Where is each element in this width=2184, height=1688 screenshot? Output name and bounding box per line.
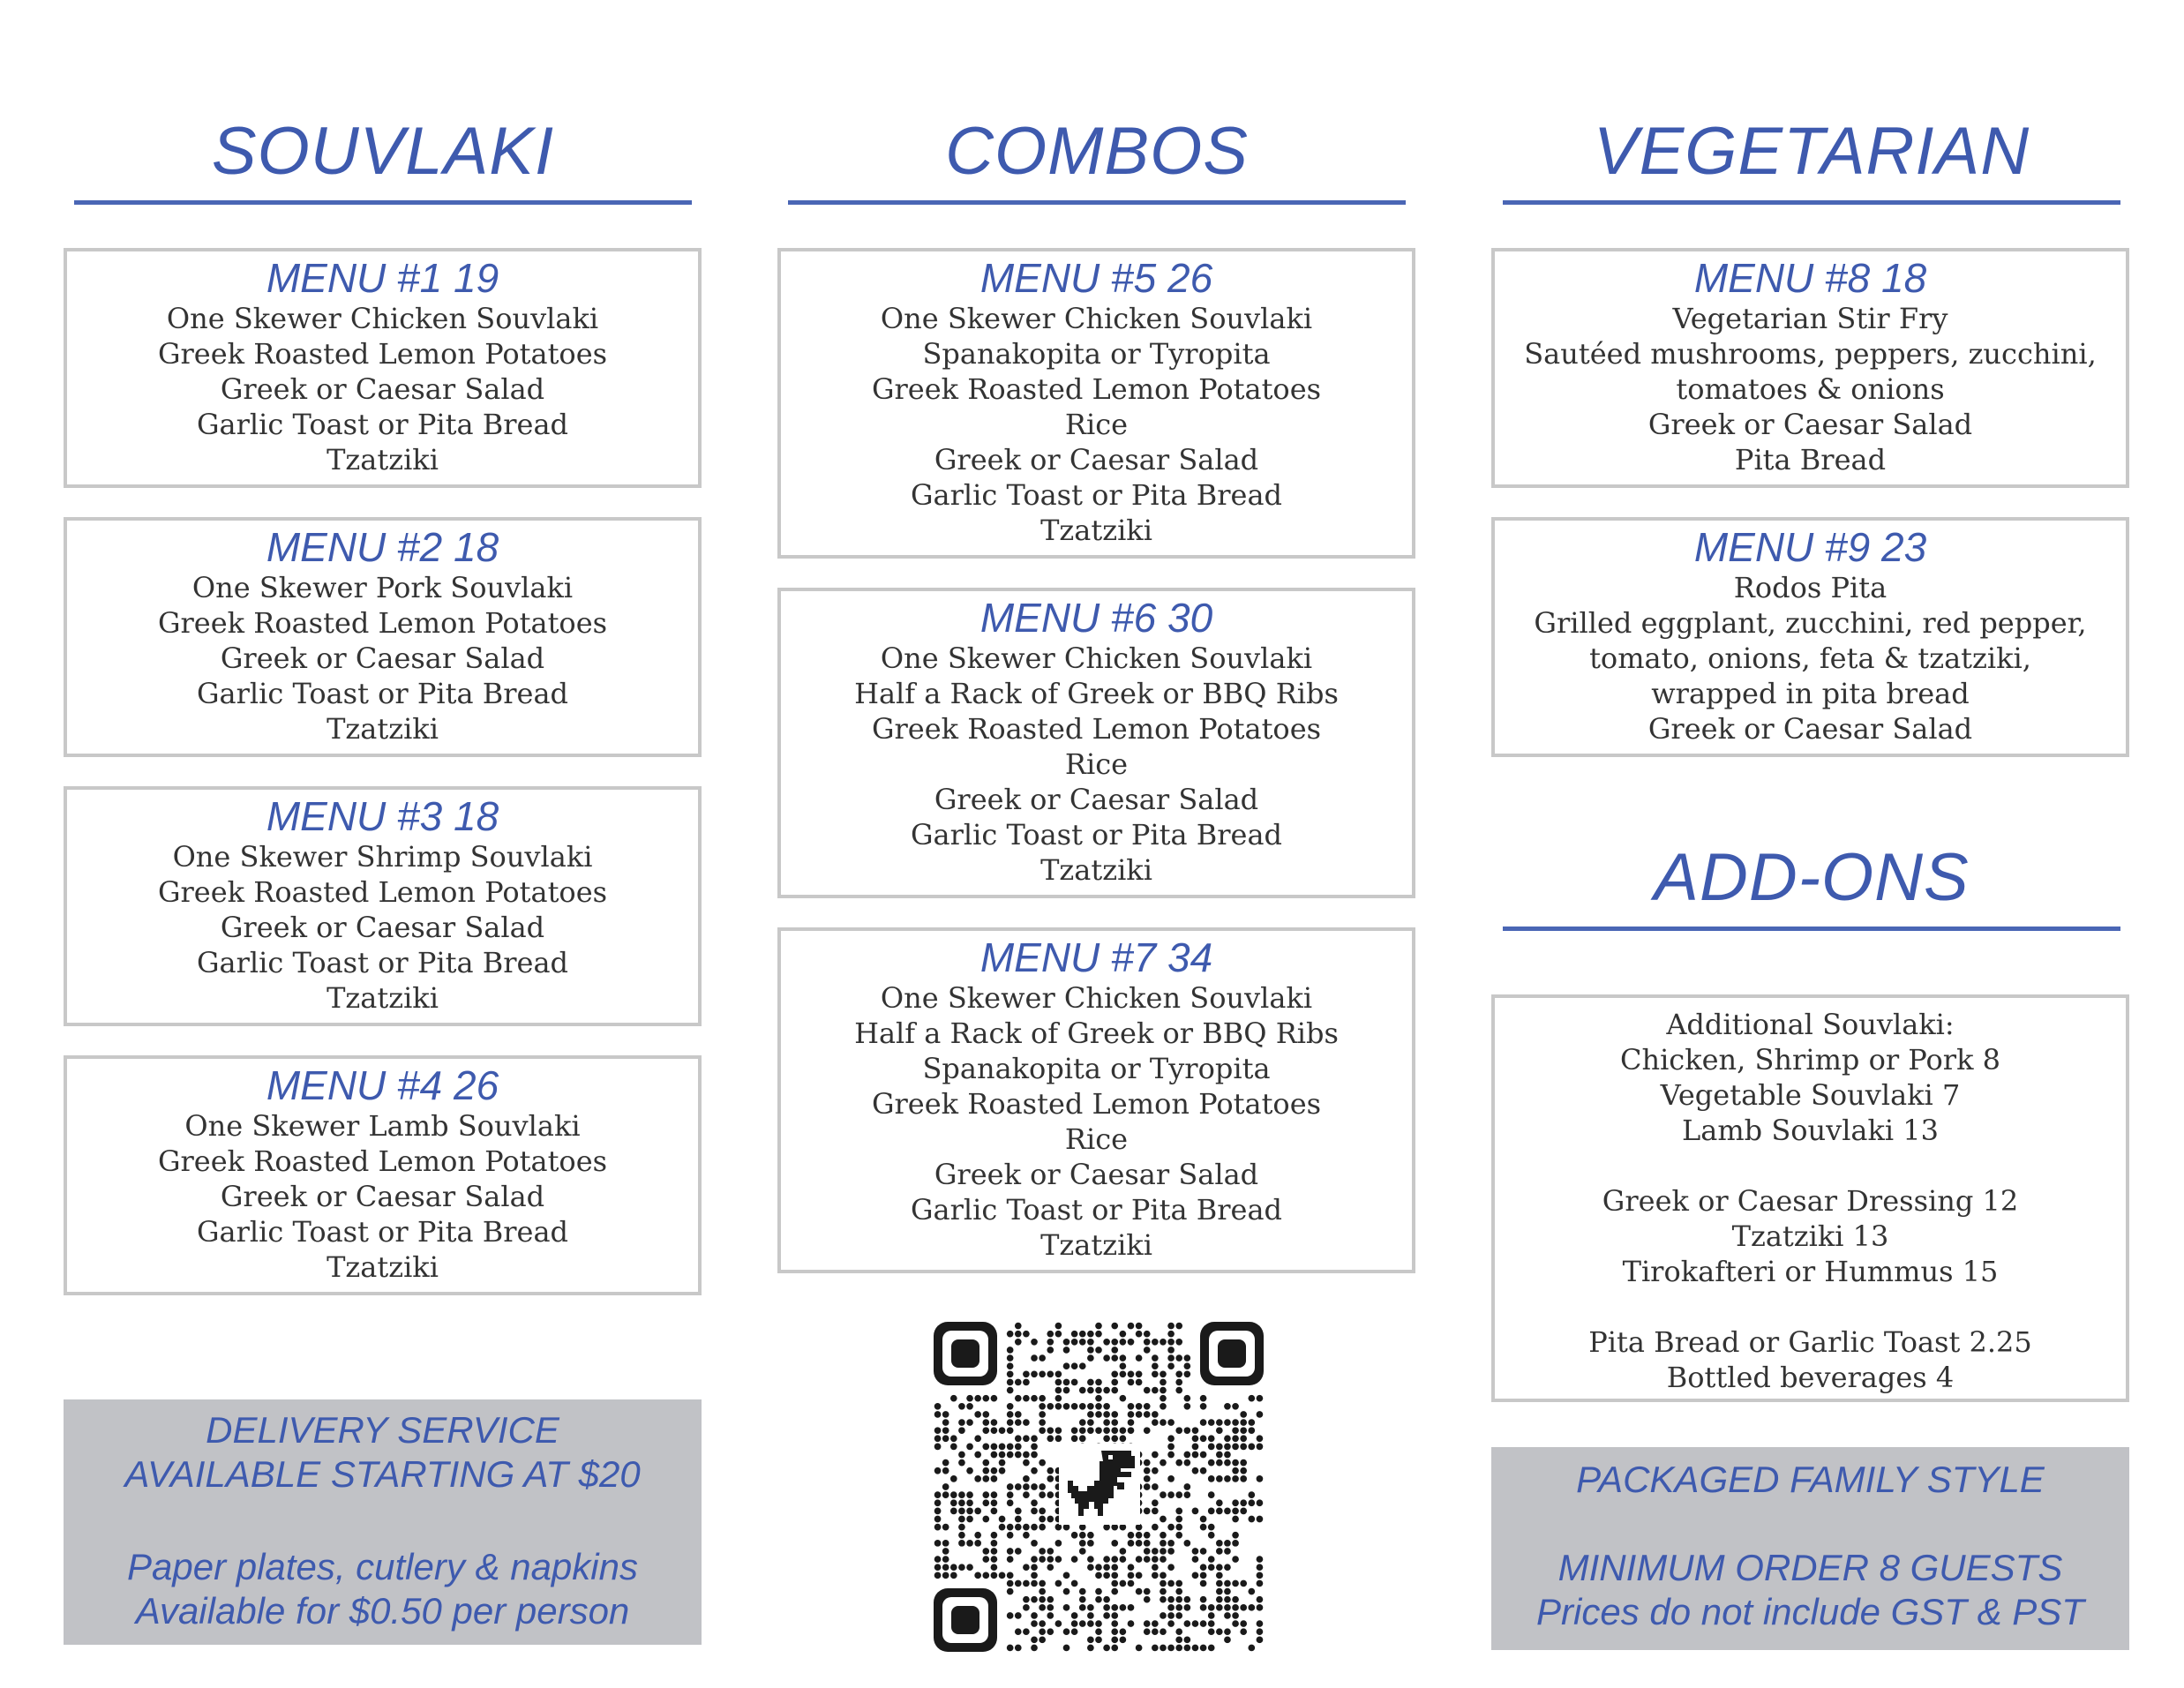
menu-line: wrapped in pita bread [1651,677,1970,710]
delivery-line: Available for $0.50 per person [135,1590,630,1632]
menu-title: MENU #7 34 [979,934,1213,980]
header-souvlaki-text: SOUVLAKI [211,114,555,189]
menu-line: Greek Roasted Lemon Potatoes [157,337,608,371]
menu-line: tomato, onions, feta & tzatziki, [1589,641,2031,675]
menu-line: Greek or Caesar Salad [934,1158,1259,1191]
menu-title: MENU #3 18 [266,793,499,839]
menu-line: Spanakopita or Tyropita [922,337,1271,371]
menu-title: MENU #2 18 [266,524,499,570]
menu-line: Garlic Toast or Pita Bread [910,1193,1283,1227]
menu-line: One Skewer Lamb Souvlaki [184,1109,581,1143]
header-souvlaki [74,99,692,205]
menu-line: Garlic Toast or Pita Bread [910,478,1283,512]
menu-line: Tzatziki [326,712,439,746]
menu-card-8 [1491,248,2129,488]
family-line: PACKAGED FAMILY STYLE [1576,1459,2045,1500]
menu-card-5 [777,248,1415,559]
menu-line: Half a Rack of Greek or BBQ Ribs [854,677,1339,710]
menu-line: Garlic Toast or Pita Bread [196,1215,569,1249]
menu-line: Garlic Toast or Pita Bread [196,677,569,710]
menu-line: Tzatziki [326,443,439,476]
delivery-line: DELIVERY SERVICE [206,1409,559,1451]
menu-line: Tzatziki [326,1250,439,1284]
addons-card [1491,994,2129,1402]
menu-line: Greek or Caesar Salad [1647,712,1973,746]
addon-line: Greek or Caesar Dressing 12 [1602,1184,2019,1218]
menu-line: tomatoes & onions [1676,372,1945,406]
header-combos [788,99,1406,205]
header-vegetarian [1503,99,2120,205]
delivery-banner [64,1399,702,1645]
family-line: Prices do not include GST & PST [1536,1591,2084,1632]
menu-line: Tzatziki [1040,853,1152,887]
menu-line: Greek Roasted Lemon Potatoes [871,1087,1322,1121]
menu-card-7 [777,927,1415,1273]
menu-line: Greek or Caesar Salad [934,783,1259,816]
menu-line: Spanakopita or Tyropita [922,1052,1271,1085]
menu-line: One Skewer Chicken Souvlaki [880,302,1313,335]
menu-line: Rice [1064,1122,1129,1156]
menu-line: Greek Roasted Lemon Potatoes [157,606,608,640]
menu-card-1 [64,248,702,488]
delivery-line: Paper plates, cutlery & napkins [127,1546,638,1587]
menu-line: Greek or Caesar Salad [220,372,545,406]
header-addons [1503,825,2120,931]
menu-title: MENU #1 19 [266,255,499,301]
menu-line: One Skewer Shrimp Souvlaki [172,840,593,874]
menu-line: One Skewer Chicken Souvlaki [166,302,599,335]
menu-card-4 [64,1055,702,1295]
dinosaur-icon [1059,1444,1140,1525]
menu-card-3 [64,786,702,1026]
menu-line: One Skewer Pork Souvlaki [191,571,574,604]
menu-line: Tzatziki [1040,1228,1152,1262]
menu-card-9 [1491,517,2129,757]
menu-title: MENU #9 23 [1693,524,1927,570]
menu-line: Tzatziki [326,981,439,1015]
menu-line: Greek or Caesar Salad [220,1180,545,1213]
addon-line: Additional Souvlaki: [1666,1008,1955,1041]
menu-line: Garlic Toast or Pita Bread [196,946,569,979]
menu-line: Greek Roasted Lemon Potatoes [157,1144,608,1178]
menu-line: Garlic Toast or Pita Bread [196,408,569,441]
menu-line: Greek or Caesar Salad [220,641,545,675]
addon-line: Pita Bread or Garlic Toast 2.25 [1588,1325,2032,1359]
menu-line: One Skewer Chicken Souvlaki [880,641,1313,675]
addon-line: Chicken, Shrimp or Pork 8 [1619,1043,2001,1077]
finder-pattern-bottom-left [934,1588,997,1652]
menu-line: Greek Roasted Lemon Potatoes [871,712,1322,746]
delivery-line: AVAILABLE STARTING AT $20 [124,1453,641,1495]
family-line: MINIMUM ORDER 8 GUESTS [1557,1547,2063,1588]
finder-pattern-top-left [934,1322,997,1385]
menu-line: Pita Bread [1734,443,1887,476]
menu-title: MENU #4 26 [266,1062,499,1108]
menu-line: Vegetarian Stir Fry [1672,302,1948,335]
menu-card-2 [64,517,702,757]
family-style-banner [1491,1447,2129,1650]
finder-pattern-top-right [1200,1322,1264,1385]
qr-code[interactable] [934,1322,1264,1652]
menu-line: Greek Roasted Lemon Potatoes [871,372,1322,406]
addon-line: Tirokafteri or Hummus 15 [1622,1255,1999,1288]
menu-line: One Skewer Chicken Souvlaki [880,981,1313,1015]
header-addons-text: ADD-ONS [1654,840,1970,915]
header-combos-text: COMBOS [945,114,1249,189]
addon-line: Bottled beverages 4 [1666,1361,1955,1394]
menu-line: Greek Roasted Lemon Potatoes [157,875,608,909]
header-vegetarian-text: VEGETARIAN [1593,114,2030,189]
menu-line: Tzatziki [1040,514,1152,547]
menu-line: Rice [1064,747,1129,781]
menu-line: Half a Rack of Greek or BBQ Ribs [854,1017,1339,1050]
menu-line: Greek or Caesar Salad [220,911,545,944]
addon-line: Lamb Souvlaki 13 [1681,1114,1940,1147]
menu-line: Greek or Caesar Salad [934,443,1259,476]
addon-line: Vegetable Souvlaki 7 [1660,1078,1961,1112]
menu-line: Rice [1064,408,1129,441]
addon-line: Tzatziki 13 [1731,1219,1889,1253]
menu-title: MENU #5 26 [979,255,1213,301]
menu-line: Greek or Caesar Salad [1647,408,1973,441]
menu-line: Garlic Toast or Pita Bread [910,818,1283,852]
menu-title: MENU #6 30 [979,595,1213,641]
menu-line: Grilled eggplant, zucchini, red pepper, [1534,606,2087,640]
menu-line: Rodos Pita [1733,571,1888,604]
menu-line: Sautéed mushrooms, peppers, zucchini, [1524,337,2097,371]
menu-card-6 [777,588,1415,898]
menu-title: MENU #8 18 [1693,255,1927,301]
